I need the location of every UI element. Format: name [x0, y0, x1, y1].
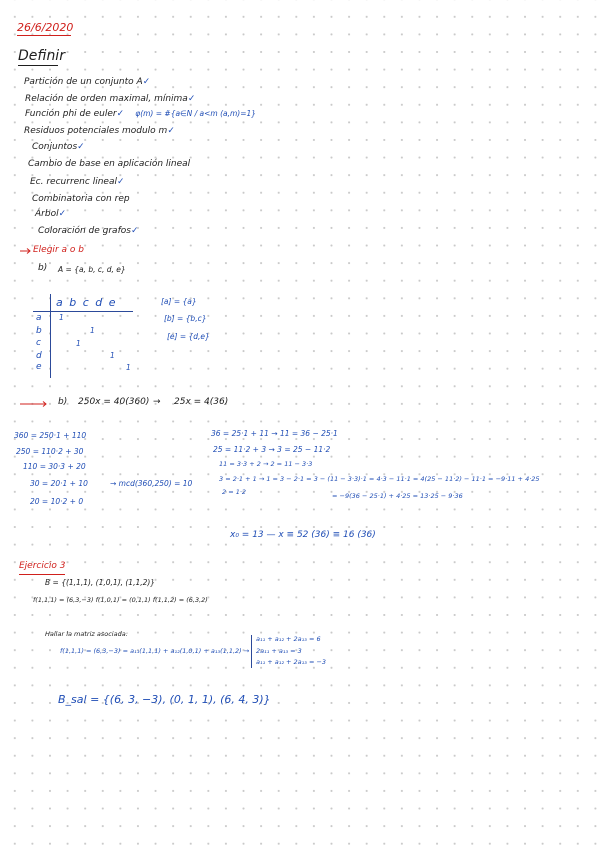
column-header: e [108, 296, 119, 309]
euclid-step: 20 = 10·2 + 0 [30, 497, 84, 506]
definir-item-text: Cambio de base en aplicación lineal [28, 159, 191, 169]
red-arrow-icon [20, 248, 32, 254]
bezout-result: = −9(36 − 25·1) + 4·25 = 13·25 − 9·36 [332, 492, 463, 500]
definir-title: Definir [18, 48, 65, 64]
check-icon: ✓ [58, 209, 67, 219]
table-mark: 1 [59, 313, 64, 322]
class-a: [a] = {a} [161, 297, 197, 306]
column-header: d [95, 296, 105, 309]
bezout-step: 11 = 3·3 + 2 → 2 = 11 − 3·3 [219, 460, 313, 468]
bezout-step: 25 = 11·2 + 3 → 3 = 25 − 11·2 [213, 445, 331, 454]
implies-arrow: → [153, 397, 161, 407]
column-header: b [69, 296, 79, 309]
class-b: [b] = {b,c} [164, 314, 207, 323]
system-equation: a₁₁ + a₁₂ + 2a₁₃ = 6 [256, 635, 321, 643]
row-header: b [36, 326, 42, 336]
bezout-step: 36 = 25·1 + 11 → 11 = 36 − 25·1 [211, 429, 338, 438]
definir-item-text: Residuos potenciales modulo m [24, 126, 168, 136]
red-arrow-icon [20, 401, 48, 407]
system-equation: 2a₁₁ + a₁₃ = 3 [256, 647, 302, 655]
elegir-label: Elegir a o b [33, 245, 84, 255]
mcd-result: → mcd(360,250) = 10 [110, 479, 193, 488]
part-b2-label: b) [58, 397, 68, 407]
check-icon: ✓ [116, 177, 125, 187]
page-date: 26/6/2020 [17, 21, 74, 34]
linear-map-images: f(1,1,1) = (6,3,−3) f(1,0,1) = (0,1,1) f(1,1,2) = (6,3,2) [33, 596, 208, 604]
basis-b: B = {(1,1,1), (1,0,1), (1,1,2)} [45, 578, 156, 587]
row-header: d [36, 351, 42, 361]
euclid-step: 250 = 110·2 + 30 [16, 447, 84, 456]
definir-item-text: Partición de un conjunto A [24, 77, 143, 87]
system-brace [251, 635, 252, 668]
table-mark: 1 [110, 351, 115, 360]
reduced-equation: 25x = 4(36) [174, 397, 229, 407]
table-column-headers [56, 297, 118, 308]
check-icon: ✓ [167, 126, 175, 136]
definir-item [38, 218, 138, 237]
table-horizontal-rule [33, 311, 133, 312]
check-icon: ✓ [116, 109, 125, 119]
check-icon: ✓ [142, 77, 151, 87]
definir-item-text: Función phi de euler [25, 109, 117, 119]
table-mark: 1 [76, 339, 81, 348]
column-header: c [82, 296, 92, 309]
bezout-step: 2 = 1·2 [222, 488, 247, 496]
definir-item-text: Árbol [35, 209, 59, 219]
check-icon: ✓ [77, 142, 85, 152]
date-underline [17, 35, 71, 36]
definir-item-text: Conjuntos [32, 142, 78, 152]
ejercicio3-underline [19, 574, 65, 575]
table-mark: 1 [126, 363, 131, 372]
definir-item-text: Ec. recurrenc lineal [30, 177, 117, 187]
row-header: e [36, 362, 42, 372]
table-mark: 1 [90, 326, 95, 335]
system-equation: a₁₁ + a₁₂ + 2a₁₃ = −3 [256, 658, 327, 666]
euclid-step: 110 = 30·3 + 20 [23, 462, 86, 471]
euclid-step: 360 = 250·1 + 110 [14, 431, 87, 440]
particular-solution: x₀ = 13 — x ≡ 52 (36) ≡ 16 (36) [230, 530, 376, 540]
associated-matrix-result: B_sal = {(6, 3, −3), (0, 1, 1), (6, 4, 3)} [58, 693, 271, 706]
part-b-label: b) [38, 263, 48, 273]
euclid-step: 30 = 20·1 + 10 [30, 479, 88, 488]
check-icon: ✓ [130, 226, 139, 236]
linear-combination: f(1,1,1) = (6,3,−3) = a₁₁(1,1,1) + a₁₂(1,0,1) + a₁₃(1,1,2) → [60, 647, 250, 655]
bezout-step: 3 = 2·1 + 1 → 1 = 3 − 2·1 = 3 − (11 − 3·3)·1 = 4·3 − 11·1 = 4(25 − 11·2) − 11·1 = −9·11 + 4·25 [219, 475, 540, 483]
definir-item-text: Coloración de grafos [38, 226, 131, 236]
row-header: c [36, 338, 41, 348]
diophantine-equation: 250x = 40(360) [78, 397, 150, 407]
set-a: A = {a, b, c, d, e} [58, 265, 126, 274]
definir-item [28, 151, 190, 170]
phi-definition: φ(m) = #{a∈N / a<m (a,m)=1} [135, 109, 257, 118]
class-e: [e] = {d,e} [167, 332, 210, 341]
matrix-task: Hallar la matriz asociada: [45, 630, 128, 638]
column-header: a [56, 296, 66, 309]
table-vertical-rule [50, 294, 51, 378]
check-icon: ✓ [187, 94, 196, 104]
row-header: a [36, 313, 42, 323]
definir-item-text: Combinatoria con rep [32, 194, 130, 204]
definir-underline [18, 65, 58, 66]
ejercicio3-title: Ejercicio 3 [19, 561, 66, 571]
definir-item-text: Relación de orden maximal, mínima [25, 94, 188, 104]
